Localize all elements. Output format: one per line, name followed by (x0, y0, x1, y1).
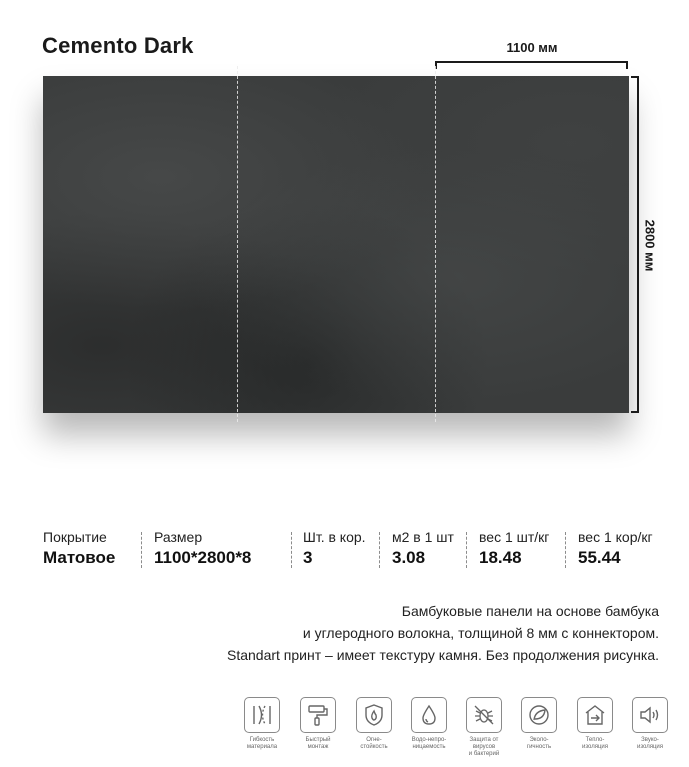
spec-value: 1100*2800*8 (154, 548, 252, 567)
spec-coating (43, 529, 115, 571)
feature-waterproof (403, 697, 455, 751)
spec-divider (466, 532, 467, 568)
sound-insulation-icon (632, 697, 668, 733)
spec-weight-per-piece (479, 529, 549, 571)
spec-value: 18.48 (479, 548, 522, 567)
feature-label: Звуко- изоляция (636, 737, 664, 750)
spec-size (154, 529, 251, 571)
width-dimension-label: 1100 мм (506, 40, 558, 55)
feature-thermal-insulation (569, 697, 621, 751)
eco-leaf-icon (521, 697, 557, 733)
description-line: и углеродного волокна, толщиной 8 мм с коннектором. (302, 625, 659, 641)
specs-row (43, 529, 673, 571)
feature-eco (513, 697, 565, 751)
spec-label: м2 в 1 шт (392, 529, 454, 545)
spec-value: 55.44 (578, 548, 621, 567)
feature-fast-install (292, 697, 344, 751)
spec-value: 3.08 (392, 548, 426, 567)
panel-seam-line (237, 66, 238, 422)
panel-seam-line (435, 66, 436, 422)
width-dimension-bracket (435, 61, 628, 69)
feature-label: Огне- стойкость (360, 737, 388, 750)
spec-weight-per-box (578, 529, 653, 571)
feature-label: Эколо- гичность (526, 737, 552, 750)
feature-label: Тепло- изоляция (581, 737, 609, 750)
feature-flexibility (236, 697, 288, 751)
height-dimension-label: 2800 мм (642, 219, 658, 272)
flexibility-icon (244, 697, 280, 733)
description-line: Бамбуковые панели на основе бамбука (401, 603, 659, 619)
features-row (244, 697, 664, 765)
feature-label: Водо-непро- ницаемость (411, 737, 447, 750)
water-drop-icon (411, 697, 447, 733)
spec-divider (141, 532, 142, 568)
feature-label: Гибкость материала (246, 737, 278, 750)
feature-antibacterial (458, 697, 510, 758)
feature-sound-insulation (624, 697, 676, 751)
product-title: Cemento Dark (42, 33, 194, 58)
paint-roller-icon (300, 697, 336, 733)
fire-shield-icon (356, 697, 392, 733)
spec-label: Размер (154, 529, 203, 545)
feature-label: Быстрый монтаж (305, 737, 331, 750)
spec-label: вес 1 кор/кг (578, 529, 653, 545)
spec-value: Матовое (43, 548, 116, 567)
spec-divider (379, 532, 380, 568)
feature-fire-resistance (348, 697, 400, 751)
spec-label: вес 1 шт/кг (479, 529, 550, 545)
thermal-insulation-icon (577, 697, 613, 733)
spec-divider (565, 532, 566, 568)
feature-label: Защита от вирусов и бактерий (468, 737, 500, 757)
spec-pieces-per-box (303, 529, 366, 571)
spec-area-per-piece (392, 529, 454, 571)
description-line: Standart принт – имеет текстуру камня. Без продолжения рисунка. (226, 647, 659, 663)
product-description (227, 600, 659, 666)
spec-label: Покрытие (43, 529, 107, 545)
spec-value: 3 (303, 548, 313, 567)
panel-preview-image (43, 76, 629, 413)
spec-label: Шт. в кор. (303, 529, 366, 545)
bug-shield-icon (466, 697, 502, 733)
height-dimension-bracket (631, 76, 639, 413)
spec-divider (291, 532, 292, 568)
